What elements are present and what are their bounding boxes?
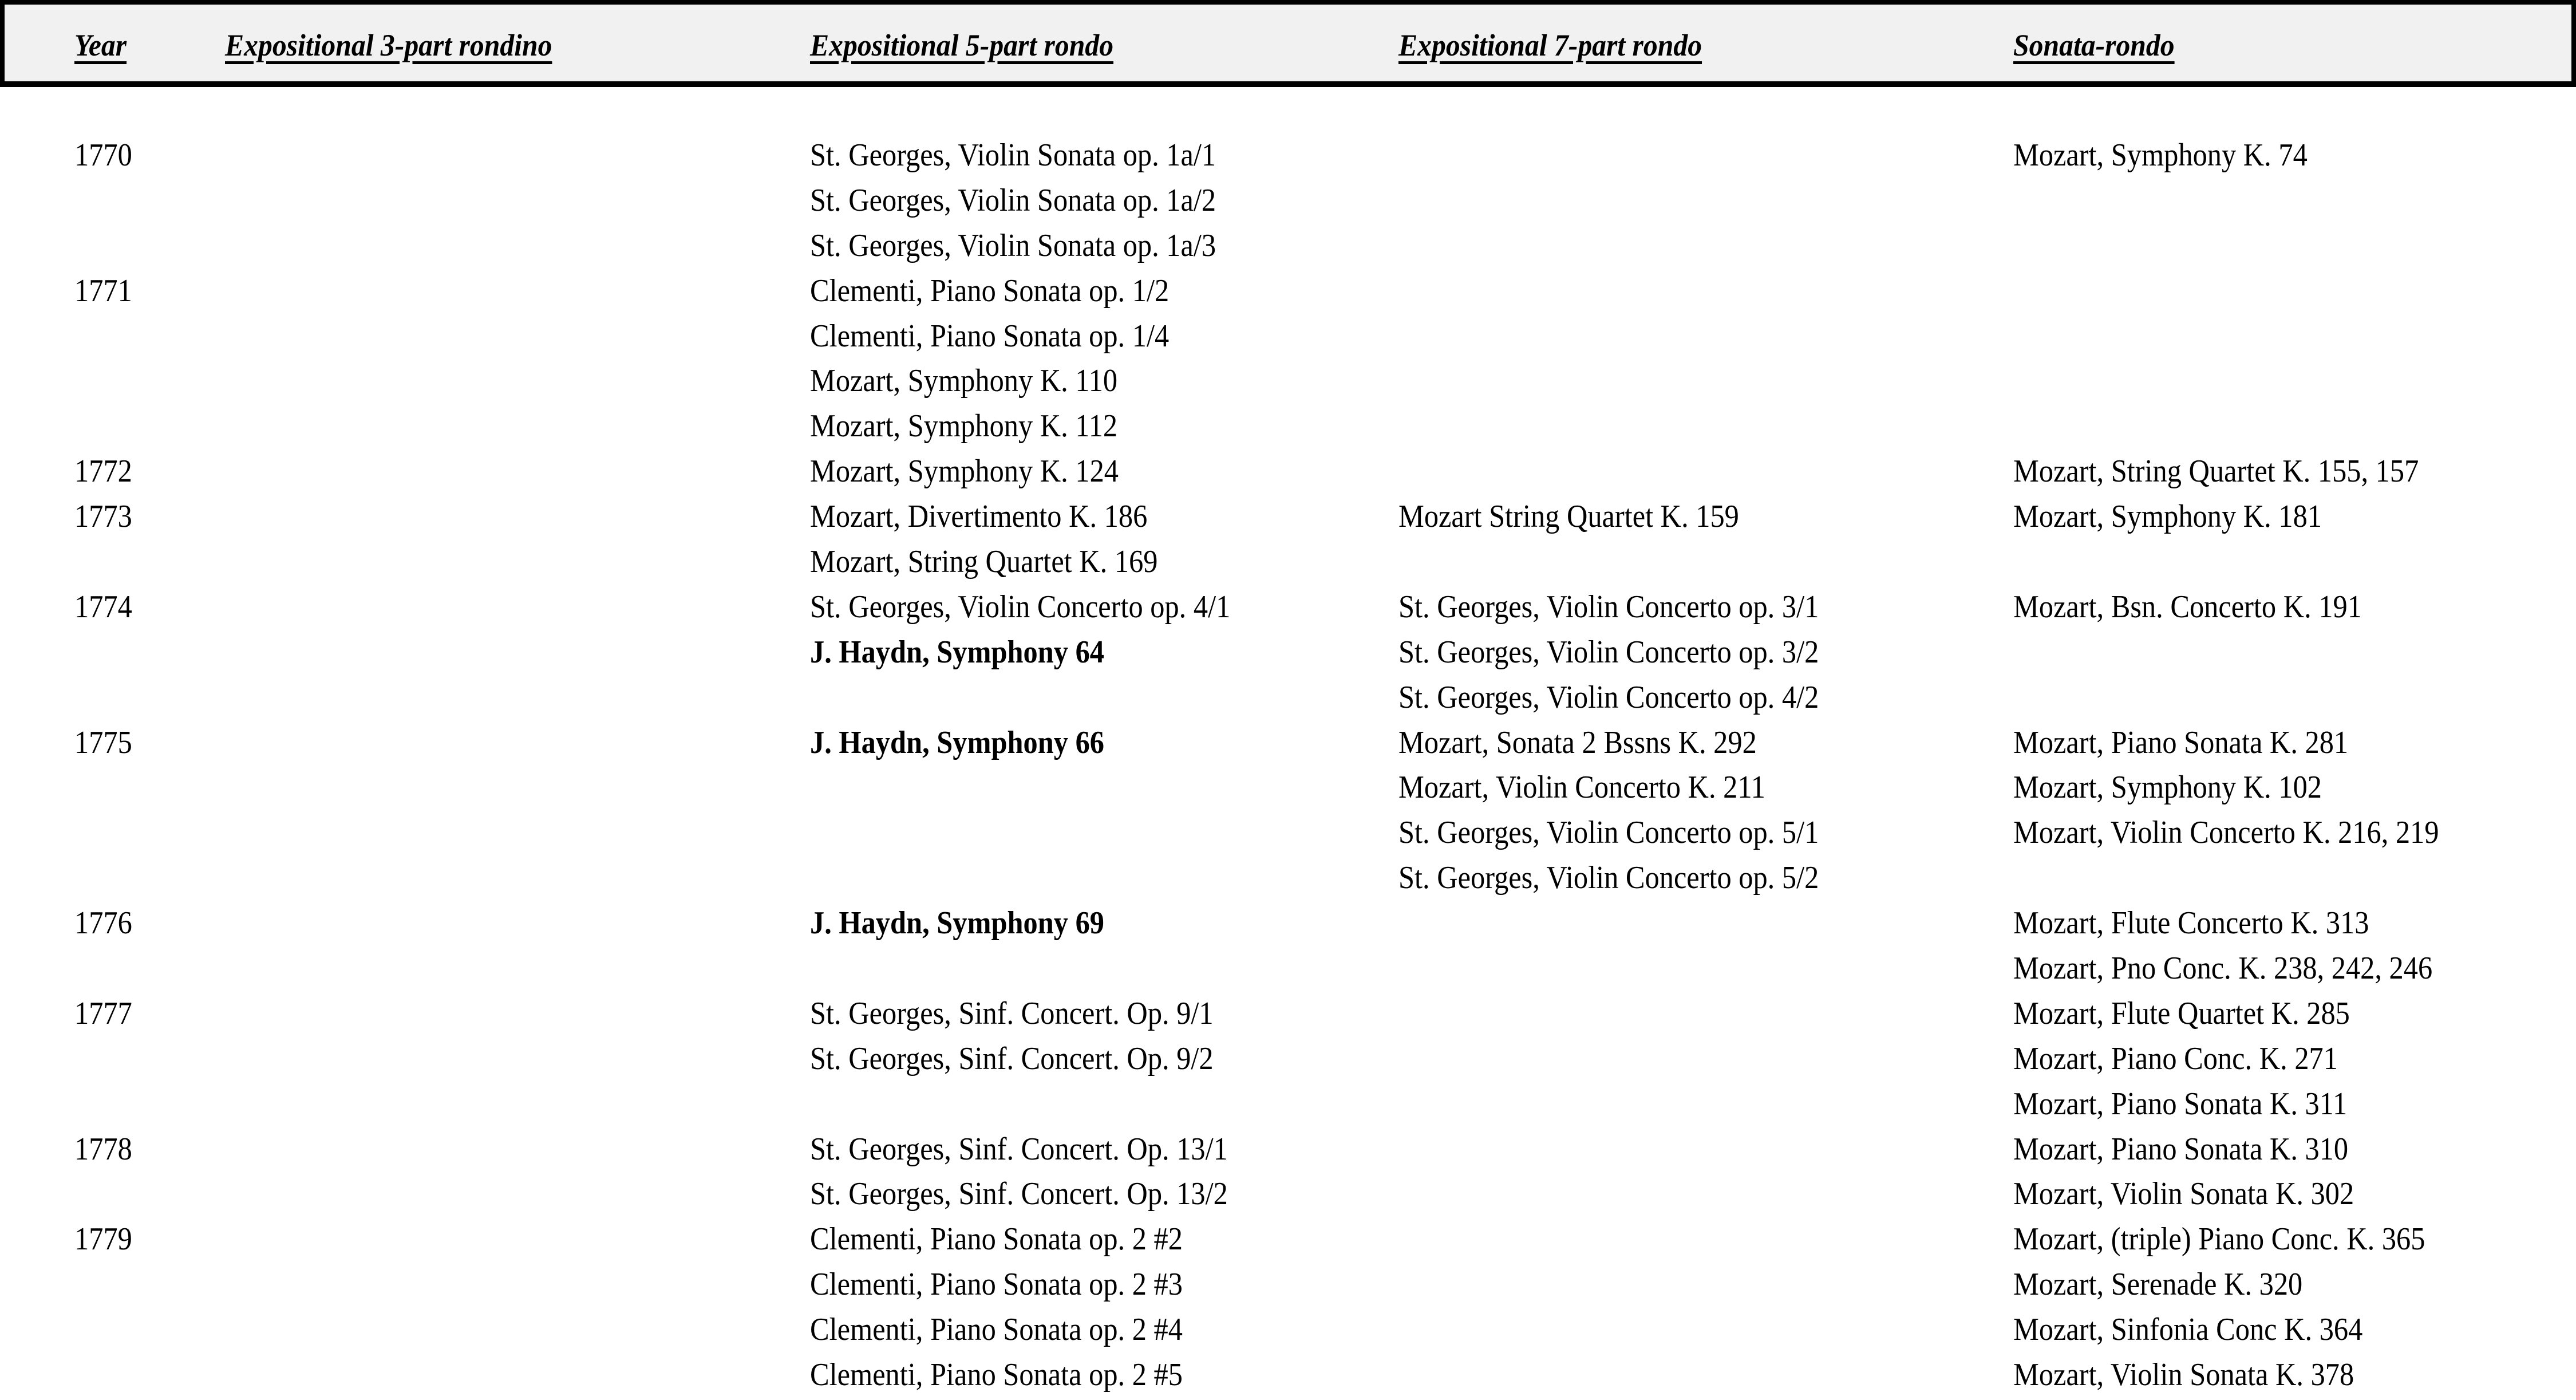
rondo-7-part-cell: St. Georges, Violin Concerto op. 4/2: [1398, 679, 1819, 715]
table-row: [0, 1355, 2576, 1400]
sonata-rondo-cell: Mozart, Flute Quartet K. 285: [2013, 995, 2350, 1031]
sonata-rondo-cell: Mozart, Piano Sonata K. 281: [2013, 724, 2349, 760]
year-cell: 1772: [74, 453, 132, 490]
table-row: [0, 858, 2576, 903]
table-row: [0, 1264, 2576, 1310]
sonata-rondo-cell: Mozart, (triple) Piano Conc. K. 365: [2013, 1221, 2425, 1257]
sonata-rondo-cell: Mozart, Violin Sonata K. 302: [2013, 1176, 2354, 1212]
rondo-7-part-cell: St. Georges, Violin Concerto op. 5/2: [1398, 860, 1819, 896]
year-cell: 1779: [74, 1221, 132, 1257]
rondo-5-part-cell: Clementi, Piano Sonata op. 2 #3: [810, 1267, 1183, 1303]
table-row: [0, 496, 2576, 542]
rondo-7-part-cell: Mozart, Sonata 2 Bssns K. 292: [1398, 724, 1757, 760]
rondo-7-part-cell: Mozart String Quartet K. 159: [1398, 499, 1739, 535]
table-row: [0, 948, 2576, 993]
rondo-5-part-cell: St. Georges, Violin Sonata op. 1a/2: [810, 182, 1216, 218]
table-row: [0, 1129, 2576, 1174]
rondo-5-part-cell: Mozart, Symphony K. 124: [810, 453, 1119, 490]
table-row: [0, 1084, 2576, 1129]
rondo-5-part-cell: Mozart, Divertimento K. 186: [810, 499, 1148, 535]
year-cell: 1771: [74, 273, 132, 309]
rondo-5-part-cell: J. Haydn, Symphony 69: [810, 905, 1104, 941]
sonata-rondo-cell: Mozart, Symphony K. 102: [2013, 770, 2322, 806]
year-cell: 1773: [74, 499, 132, 535]
table-row: [0, 1219, 2576, 1264]
table-row: [0, 587, 2576, 632]
year-cell: 1776: [74, 905, 132, 941]
sonata-rondo-cell: Mozart, Violin Concerto K. 216, 219: [2013, 815, 2439, 851]
year-cell: 1774: [74, 589, 132, 625]
header-year: Year: [74, 28, 127, 62]
header-3-part-rondino: Expositional 3-part rondino: [225, 28, 552, 62]
table-row: [0, 677, 2576, 723]
table-row: [0, 316, 2576, 361]
rondo-5-part-cell: Mozart, String Quartet K. 169: [810, 544, 1158, 580]
table-row: [0, 903, 2576, 948]
table-row: [0, 993, 2576, 1039]
sonata-rondo-cell: Mozart, Sinfonia Conc K. 364: [2013, 1312, 2363, 1348]
sonata-rondo-cell: Mozart, Piano Sonata K. 311: [2013, 1086, 2348, 1122]
table-row: [0, 226, 2576, 271]
rondo-5-part-cell: Clementi, Piano Sonata op. 2 #2: [810, 1221, 1183, 1257]
year-cell: 1775: [74, 724, 132, 760]
rondo-5-part-cell: Mozart, Symphony K. 110: [810, 363, 1118, 399]
rondo-5-part-cell: St. Georges, Violin Concerto op. 4/1: [810, 589, 1231, 625]
rondo-5-part-cell: St. Georges, Sinf. Concert. Op. 13/2: [810, 1176, 1228, 1212]
sonata-rondo-cell: Mozart, Symphony K. 74: [2013, 137, 2308, 173]
rondo-5-part-cell: St. Georges, Violin Sonata op. 1a/1: [810, 137, 1216, 173]
sonata-rondo-cell: Mozart, Symphony K. 181: [2013, 499, 2322, 535]
table-row: [0, 632, 2576, 677]
year-cell: 1770: [74, 137, 132, 173]
sonata-rondo-cell: Mozart, Violin Sonata K. 378: [2013, 1357, 2354, 1393]
rondo-7-part-cell: St. Georges, Violin Concerto op. 3/1: [1398, 589, 1819, 625]
rondo-5-part-cell: Clementi, Piano Sonata op. 2 #4: [810, 1312, 1183, 1348]
year-cell: 1777: [74, 995, 132, 1031]
rondo-7-part-cell: St. Georges, Violin Concerto op. 3/2: [1398, 634, 1819, 670]
sonata-rondo-cell: Mozart, Flute Concerto K. 313: [2013, 905, 2369, 941]
rondo-5-part-cell: J. Haydn, Symphony 66: [810, 724, 1104, 760]
table-row: [0, 1310, 2576, 1355]
rondo-5-part-cell: J. Haydn, Symphony 64: [810, 634, 1104, 670]
table-row: [0, 767, 2576, 813]
rondo-5-part-cell: Clementi, Piano Sonata op. 2 #5: [810, 1357, 1183, 1393]
table-body: [0, 135, 2576, 1400]
rondo-5-part-cell: St. Georges, Sinf. Concert. Op. 13/1: [810, 1131, 1228, 1167]
table-row: [0, 1039, 2576, 1084]
header-5-part-rondo: Expositional 5-part rondo: [810, 28, 1114, 62]
rondo-5-part-cell: St. Georges, Violin Sonata op. 1a/3: [810, 227, 1216, 263]
table-header: [0, 0, 2576, 87]
rondo-7-part-cell: St. Georges, Violin Concerto op. 5/1: [1398, 815, 1819, 851]
table-row: [0, 135, 2576, 180]
table-row: [0, 271, 2576, 316]
rondo-7-part-cell: Mozart, Violin Concerto K. 211: [1398, 770, 1765, 806]
table-row: [0, 1174, 2576, 1219]
year-cell: 1778: [74, 1131, 132, 1167]
sonata-rondo-cell: Mozart, Piano Sonata K. 310: [2013, 1131, 2349, 1167]
table-row: [0, 542, 2576, 587]
table-row: [0, 180, 2576, 226]
sonata-rondo-cell: Mozart, Piano Conc. K. 271: [2013, 1040, 2338, 1076]
header-sonata-rondo: Sonata-rondo: [2013, 28, 2175, 62]
table-row: [0, 451, 2576, 496]
table-row: [0, 361, 2576, 406]
rondo-5-part-cell: Clementi, Piano Sonata op. 1/2: [810, 273, 1170, 309]
sonata-rondo-cell: Mozart, Serenade K. 320: [2013, 1267, 2303, 1303]
sonata-rondo-cell: Mozart, Bsn. Concerto K. 191: [2013, 589, 2362, 625]
table-row: [0, 813, 2576, 858]
rondo-5-part-cell: Mozart, Symphony K. 112: [810, 408, 1118, 444]
rondo-5-part-cell: Clementi, Piano Sonata op. 1/4: [810, 318, 1170, 354]
sonata-rondo-cell: Mozart, Pno Conc. K. 238, 242, 246: [2013, 951, 2433, 987]
rondo-5-part-cell: St. Georges, Sinf. Concert. Op. 9/1: [810, 995, 1214, 1031]
table-row: [0, 406, 2576, 451]
sonata-rondo-cell: Mozart, String Quartet K. 155, 157: [2013, 453, 2419, 490]
rondo-5-part-cell: St. Georges, Sinf. Concert. Op. 9/2: [810, 1040, 1214, 1076]
table-row: [0, 723, 2576, 768]
header-7-part-rondo: Expositional 7-part rondo: [1398, 28, 1702, 62]
